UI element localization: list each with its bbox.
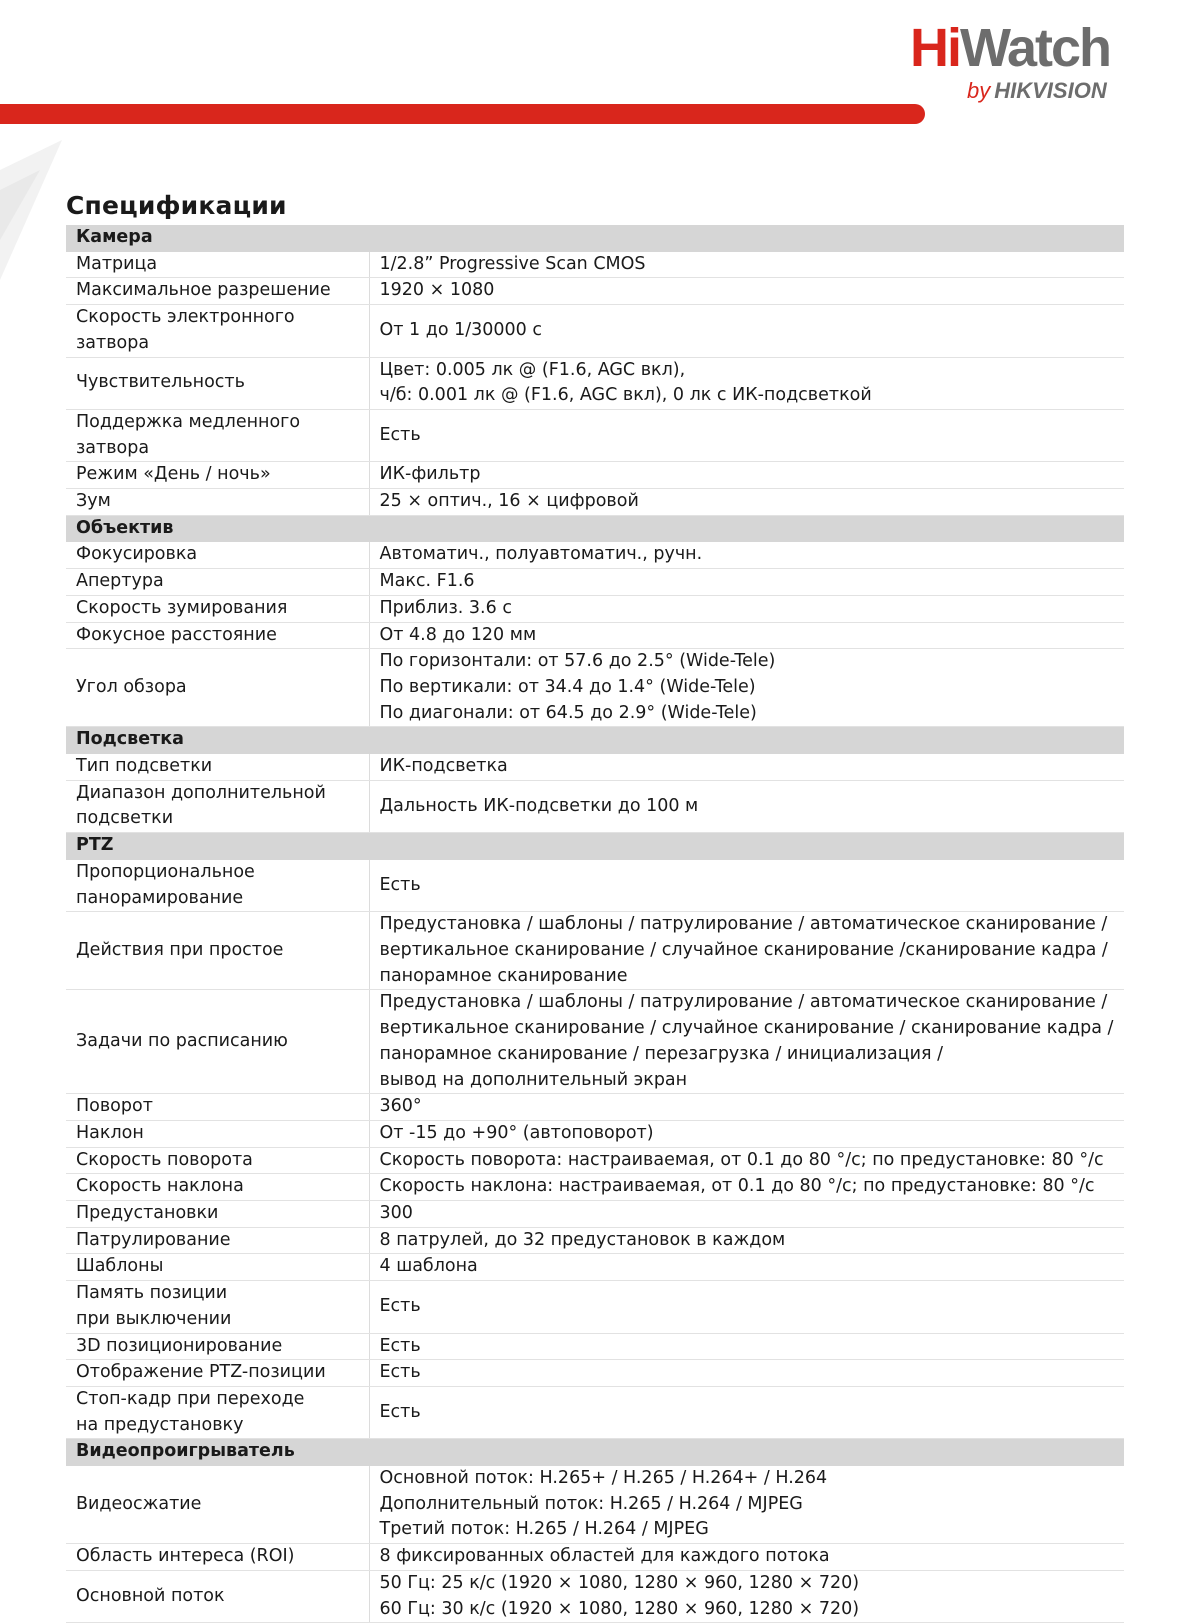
section-title: Объектив: [66, 515, 1124, 542]
spec-row: [66, 278, 1124, 305]
spec-value: 8 фиксированных областей для каждого потока: [369, 1544, 1124, 1571]
spec-value: 50 Гц: 25 к/с (1920 × 1080, 1280 × 960, 1280 × 720) 60 Гц: 30 к/с (1920 × 1080, 1280 × 960, 1280 × 720): [369, 1570, 1124, 1622]
section-header-row: [66, 225, 1124, 251]
svg-text:HiWatch: HiWatch: [910, 18, 1110, 78]
page-title: Спецификации: [66, 191, 287, 220]
spec-value: Есть: [369, 1333, 1124, 1360]
spec-value: Есть: [369, 1386, 1124, 1438]
spec-row: [66, 622, 1124, 649]
spec-label: Скорость наклона: [66, 1174, 369, 1201]
spec-row: [66, 357, 1124, 409]
spec-row: [66, 859, 1124, 911]
spec-value: ИК-фильтр: [369, 462, 1124, 489]
spec-value: Скорость наклона: настраиваемая, от 0.1 до 80 °/с; по предустановке: 80 °/с: [369, 1174, 1124, 1201]
spec-row: [66, 462, 1124, 489]
section-title: Камера: [66, 225, 1124, 251]
section-title: Подсветка: [66, 727, 1124, 754]
spec-label: Основной поток: [66, 1570, 369, 1622]
spec-row: [66, 1147, 1124, 1174]
spec-value: Предустановка / шаблоны / патрулирование / автоматическое сканирование / вертикальное сканирование / случайное сканирование / сканирование кадра / панорамное сканирование / перезагрузка / инициализация / вывод на дополнительный экран: [369, 990, 1124, 1094]
spec-label: Скорость поворота: [66, 1147, 369, 1174]
spec-label: Матрица: [66, 251, 369, 278]
header-red-bar: [0, 104, 925, 124]
spec-row: [66, 569, 1124, 596]
spec-label: Пропорциональное панорамирование: [66, 859, 369, 911]
spec-label: Скорость электронного затвора: [66, 305, 369, 357]
specifications-table: [66, 225, 1124, 1623]
spec-value: Предустановка / шаблоны / патрулирование / автоматическое сканирование / вертикальное сканирование / случайное сканирование /сканирование кадра / панорамное сканирование: [369, 912, 1124, 990]
section-title: PTZ: [66, 833, 1124, 860]
spec-value: 4 шаблона: [369, 1254, 1124, 1281]
spec-value: От 1 до 1/30000 с: [369, 305, 1124, 357]
spec-value: 1920 × 1080: [369, 278, 1124, 305]
spec-row: [66, 1120, 1124, 1147]
spec-label: Предустановки: [66, 1201, 369, 1228]
spec-label: Отображение PTZ-позиции: [66, 1360, 369, 1387]
spec-row: [66, 251, 1124, 278]
spec-row: [66, 912, 1124, 990]
spec-value: 8 патрулей, до 32 предустановок в каждом: [369, 1227, 1124, 1254]
spec-row: [66, 990, 1124, 1094]
spec-value: Основной поток: H.265+ / H.265 / H.264+ / H.264 Дополнительный поток: H.265 / H.264 / MJPEG Третий поток: H.265 / H.264 / MJPEG: [369, 1466, 1124, 1544]
spec-value: Есть: [369, 1281, 1124, 1333]
spec-label: Видеосжатие: [66, 1466, 369, 1544]
spec-label: Чувствительность: [66, 357, 369, 409]
section-header-row: [66, 1439, 1124, 1466]
spec-label: Режим «День / ночь»: [66, 462, 369, 489]
page-header: [0, 0, 1196, 170]
spec-label: Память позиции при выключении: [66, 1281, 369, 1333]
spec-value: Есть: [369, 409, 1124, 461]
section-header-row: [66, 727, 1124, 754]
spec-label: Наклон: [66, 1120, 369, 1147]
spec-label: Действия при простое: [66, 912, 369, 990]
spec-row: [66, 1360, 1124, 1387]
spec-label: Задачи по расписанию: [66, 990, 369, 1094]
spec-value: ИК-подсветка: [369, 754, 1124, 781]
spec-row: [66, 595, 1124, 622]
spec-label: Угол обзора: [66, 649, 369, 727]
spec-row: [66, 1333, 1124, 1360]
spec-row: [66, 409, 1124, 461]
spec-row: [66, 1201, 1124, 1228]
spec-label: Фокусное расстояние: [66, 622, 369, 649]
spec-value: От 4.8 до 120 мм: [369, 622, 1124, 649]
spec-row: [66, 1466, 1124, 1544]
spec-value: 300: [369, 1201, 1124, 1228]
spec-label: Патрулирование: [66, 1227, 369, 1254]
spec-label: Максимальное разрешение: [66, 278, 369, 305]
section-header-row: [66, 515, 1124, 542]
spec-value: Скорость поворота: настраиваемая, от 0.1 до 80 °/с; по предустановке: 80 °/с: [369, 1147, 1124, 1174]
spec-row: [66, 1386, 1124, 1438]
spec-label: Поворот: [66, 1094, 369, 1121]
spec-value: От -15 до +90° (автоповорот): [369, 1120, 1124, 1147]
spec-row: [66, 780, 1124, 832]
spec-label: 3D позиционирование: [66, 1333, 369, 1360]
section-header-row: [66, 833, 1124, 860]
spec-label: Зум: [66, 489, 369, 516]
spec-value: 25 × оптич., 16 × цифровой: [369, 489, 1124, 516]
spec-row: [66, 489, 1124, 516]
spec-row: [66, 1570, 1124, 1622]
spec-value: Есть: [369, 1360, 1124, 1387]
spec-label: Шаблоны: [66, 1254, 369, 1281]
spec-row: [66, 649, 1124, 727]
spec-row: [66, 1174, 1124, 1201]
spec-value: Автоматич., полуавтоматич., ручн.: [369, 542, 1124, 569]
spec-value: Приблиз. 3.6 с: [369, 595, 1124, 622]
spec-row: [66, 1227, 1124, 1254]
spec-value: Есть: [369, 859, 1124, 911]
spec-row: [66, 542, 1124, 569]
spec-row: [66, 1254, 1124, 1281]
spec-label: Диапазон дополнительной подсветки: [66, 780, 369, 832]
spec-row: [66, 754, 1124, 781]
spec-row: [66, 305, 1124, 357]
svg-text:byHIKVISION: by HIKVISION: [967, 78, 1107, 103]
spec-row: [66, 1281, 1124, 1333]
spec-label: Тип подсветки: [66, 754, 369, 781]
section-title: Видеопроигрыватель: [66, 1439, 1124, 1466]
spec-label: Апертура: [66, 569, 369, 596]
spec-value: По горизонтали: от 57.6 до 2.5° (Wide-Tele) По вертикали: от 34.4 до 1.4° (Wide-Tele) По диагонали: от 64.5 до 2.9° (Wide-Tele): [369, 649, 1124, 727]
spec-label: Стоп-кадр при переходе на предустановку: [66, 1386, 369, 1438]
spec-row: [66, 1094, 1124, 1121]
spec-label: Скорость зумирования: [66, 595, 369, 622]
spec-value: Макс. F1.6: [369, 569, 1124, 596]
spec-value: 1/2.8” Progressive Scan CMOS: [369, 251, 1124, 278]
spec-label: Область интереса (ROI): [66, 1544, 369, 1571]
spec-value: Цвет: 0.005 лк @ (F1.6, AGC вкл), ч/б: 0.001 лк @ (F1.6, AGC вкл), 0 лк с ИК-подсветкой: [369, 357, 1124, 409]
spec-value: Дальность ИК-подсветки до 100 м: [369, 780, 1124, 832]
spec-value: 360°: [369, 1094, 1124, 1121]
spec-label: Поддержка медленного затвора: [66, 409, 369, 461]
hiwatch-logo: [905, 14, 1175, 114]
spec-label: Фокусировка: [66, 542, 369, 569]
spec-row: [66, 1544, 1124, 1571]
